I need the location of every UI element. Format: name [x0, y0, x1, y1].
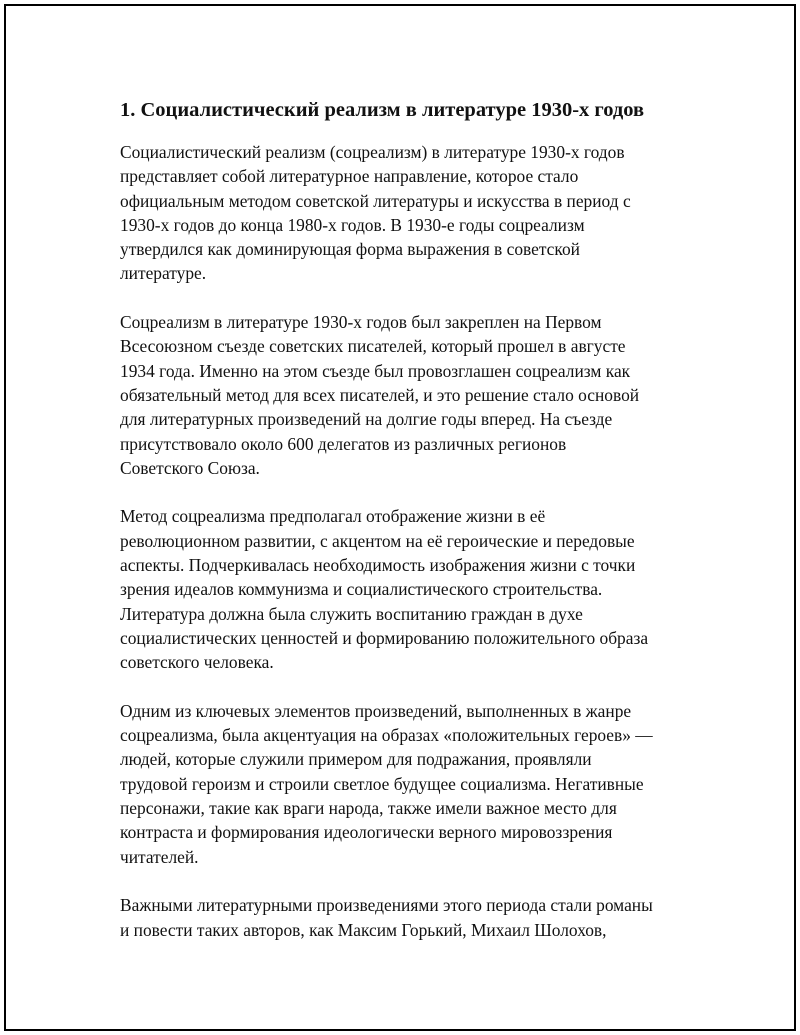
- paragraph-1: [120, 140, 700, 286]
- text-line: Метод соцреализма предполагал отображение жизни в её: [120, 506, 546, 527]
- text-line: советского человека.: [120, 652, 274, 673]
- text-line: литературе.: [120, 263, 207, 284]
- text-line: революционном развитии, с акцентом на её героические и передовые: [120, 530, 635, 551]
- text-line: аспекты. Подчеркивалась необходимость изображения жизни с точки: [120, 555, 636, 576]
- text-line: Всесоюзном съезде советских писателей, который прошел в августе: [120, 336, 626, 357]
- text-line: утвердился как доминирующая форма выражения в советской: [120, 239, 580, 260]
- text-line: читателей.: [120, 846, 199, 867]
- text-line: трудовой героизм и строили светлое будущее социализма. Негативные: [120, 773, 644, 794]
- paragraph-4: [120, 699, 700, 869]
- text-line: 1930-х годов до конца 1980-х годов. В 1930-е годы соцреализм: [120, 214, 585, 235]
- section-heading: 1. Социалистический реализм в литературе 1930-х годов: [120, 99, 645, 121]
- text-line: официальным методом советской литературы и искусства в период с: [120, 190, 631, 211]
- document-body: [120, 96, 700, 966]
- text-line: людей, которые служили примером для подражания, проявляли: [120, 749, 592, 770]
- paragraph-3: [120, 504, 700, 674]
- text-line: Соцреализм в литературе 1930-х годов был закреплен на Первом: [120, 312, 602, 333]
- text-line: и повести таких авторов, как Максим Горький, Михаил Шолохов,: [120, 919, 607, 940]
- text-line: представляет собой литературное направление, которое стало: [120, 166, 579, 187]
- text-line: соцреализма, была акцентуация на образах «положительных героев» —: [120, 725, 653, 746]
- text-line: социалистических ценностей и формированию положительного образа: [120, 627, 649, 648]
- page-frame: [4, 4, 796, 1031]
- text-line: Советского Союза.: [120, 457, 260, 478]
- text-line: персонажи, такие как враги народа, также имели важное место для: [120, 798, 617, 819]
- text-line: Литература должна была служить воспитанию граждан в духе: [120, 603, 583, 624]
- text-line: Одним из ключевых элементов произведений, выполненных в жанре: [120, 700, 632, 721]
- text-line: обязательный метод для всех писателей, и это решение стало основой: [120, 384, 640, 405]
- text-line: присутствовало около 600 делегатов из различных регионов: [120, 433, 567, 454]
- text-line: Важными литературными произведениями этого периода стали романы: [120, 895, 653, 916]
- paragraph-5: [120, 893, 700, 942]
- text-line: для литературных произведений на долгие годы вперед. На съезде: [120, 409, 613, 430]
- paragraph-2: [120, 310, 700, 480]
- text-line: контраста и формирования идеологически верного мировоззрения: [120, 822, 613, 843]
- text-line: Социалистический реализм (соцреализм) в литературе 1930-х годов: [120, 142, 625, 162]
- text-line: 1934 года. Именно на этом съезде был провозглашен соцреализм как: [120, 360, 631, 381]
- text-line: зрения идеалов коммунизма и социалистического строительства.: [120, 579, 603, 600]
